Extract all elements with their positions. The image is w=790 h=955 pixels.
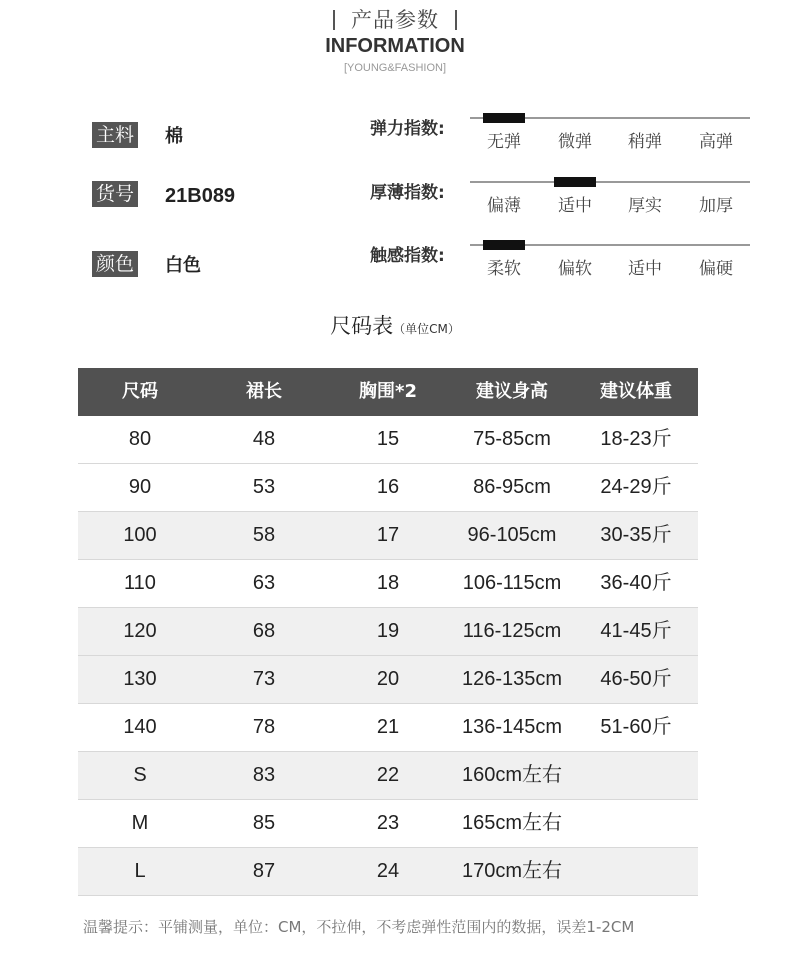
param-label-color: 颜色	[92, 251, 138, 277]
index-scale-line	[470, 181, 750, 183]
cell-length: 87	[252, 860, 276, 882]
cell-weight: 51-60斤	[600, 716, 672, 738]
table-row	[78, 704, 698, 752]
table-row	[78, 512, 698, 560]
index-selected-marker	[483, 113, 525, 123]
cell-chest: 16	[376, 476, 400, 498]
header-cell-chest: 胸围*2	[359, 381, 417, 402]
cell-length: 58	[252, 524, 276, 546]
header-cell-size: 尺码	[122, 381, 158, 402]
param-value-material: 棉	[165, 126, 183, 147]
cell-height: 116-125cm	[462, 620, 562, 642]
cell-weight: 18-23斤	[600, 428, 672, 450]
size-table-unit: （单位CM）	[393, 322, 460, 336]
param-value-color: 白色	[165, 255, 201, 276]
cell-height: 106-115cm	[462, 572, 562, 594]
cell-chest: 23	[376, 812, 400, 834]
table-row	[78, 848, 698, 896]
header-cell-length: 裙长	[246, 381, 282, 402]
cell-length: 85	[252, 812, 276, 834]
cell-chest: 17	[376, 524, 400, 546]
index-label-2: 触感指数:	[370, 246, 445, 266]
index-option: 无弹	[487, 132, 521, 152]
cell-size: S	[133, 764, 147, 786]
cell-height: 160cm左右	[461, 764, 563, 786]
index-label-0: 弹力指数:	[370, 119, 445, 139]
cell-weight: 41-45斤	[600, 620, 672, 642]
cell-length: 68	[252, 620, 276, 642]
title-cn-text: 产品参数	[351, 8, 439, 32]
cell-size: 140	[123, 716, 157, 738]
table-body	[78, 416, 698, 896]
cell-weight: 24-29斤	[600, 476, 672, 498]
index-option: 适中	[558, 196, 592, 216]
header-title-en: INFORMATION	[325, 35, 465, 57]
cell-length: 83	[252, 764, 276, 786]
index-option: 偏薄	[487, 196, 521, 216]
divider	[333, 10, 335, 30]
size-table-title-text: 尺码表	[330, 314, 394, 338]
table-header	[78, 368, 698, 416]
header-cell-height: 建议身高	[476, 381, 548, 402]
index-option: 柔软	[487, 259, 521, 279]
cell-height: 136-145cm	[461, 716, 563, 738]
cell-weight: 30-35斤	[600, 524, 672, 546]
cell-chest: 20	[376, 668, 400, 690]
index-option: 高弹	[699, 132, 733, 152]
index-option: 稍弹	[628, 132, 662, 152]
index-option: 偏软	[558, 259, 592, 279]
cell-chest: 19	[376, 620, 400, 642]
cell-chest: 18	[376, 572, 400, 594]
cell-chest: 22	[376, 764, 400, 786]
table-row	[78, 560, 698, 608]
param-value-sku: 21B089	[165, 185, 236, 207]
index-selected-marker	[554, 177, 596, 187]
cell-weight	[574, 752, 698, 799]
header-subtitle: [YOUNG&FASHION]	[343, 62, 447, 74]
table-row	[78, 752, 698, 800]
cell-weight: 36-40斤	[600, 572, 672, 594]
table-row	[78, 656, 698, 704]
cell-size: 80	[128, 428, 152, 450]
cell-height: 75-85cm	[473, 428, 551, 450]
cell-size: 90	[128, 476, 152, 498]
size-table-title	[0, 310, 790, 340]
table-row	[78, 800, 698, 848]
cell-weight	[574, 848, 698, 895]
cell-weight: 46-50斤	[600, 668, 672, 690]
cell-length: 53	[252, 476, 276, 498]
cell-height: 96-105cm	[467, 524, 557, 546]
cell-size: 100	[123, 524, 157, 546]
index-option: 厚实	[628, 196, 662, 216]
index-option: 偏硬	[699, 259, 733, 279]
table-row	[78, 464, 698, 512]
index-option: 微弹	[558, 132, 592, 152]
footer-note: 温馨提示：平铺测量，单位：CM，不拉伸，不考虑弹性范围内的数据，误差1-2CM	[83, 918, 635, 936]
index-option: 加厚	[699, 196, 733, 216]
cell-size: 120	[123, 620, 157, 642]
cell-size: 110	[124, 572, 156, 594]
cell-height: 170cm左右	[461, 860, 563, 882]
cell-height: 126-135cm	[461, 668, 563, 690]
cell-height: 165cm左右	[461, 812, 563, 834]
param-label-material: 主料	[92, 122, 138, 148]
cell-weight	[574, 800, 698, 847]
index-selected-marker	[483, 240, 525, 250]
table-row	[78, 416, 698, 464]
cell-size: M	[131, 812, 149, 834]
cell-size: 130	[123, 668, 157, 690]
size-table	[78, 368, 698, 896]
table-row	[78, 608, 698, 656]
cell-chest: 15	[376, 428, 400, 450]
index-label-1: 厚薄指数:	[370, 183, 445, 203]
cell-chest: 24	[376, 860, 400, 882]
cell-size: L	[134, 860, 146, 882]
cell-length: 63	[252, 572, 276, 594]
cell-length: 78	[252, 716, 276, 738]
cell-length: 48	[252, 428, 276, 450]
cell-height: 86-95cm	[473, 476, 551, 498]
index-option: 适中	[628, 259, 662, 279]
param-label-sku: 货号	[92, 181, 138, 207]
header-cell-weight: 建议体重	[600, 381, 672, 402]
divider	[455, 10, 457, 30]
header-title-cn	[0, 4, 790, 34]
cell-length: 73	[252, 668, 276, 690]
cell-chest: 21	[376, 716, 400, 738]
